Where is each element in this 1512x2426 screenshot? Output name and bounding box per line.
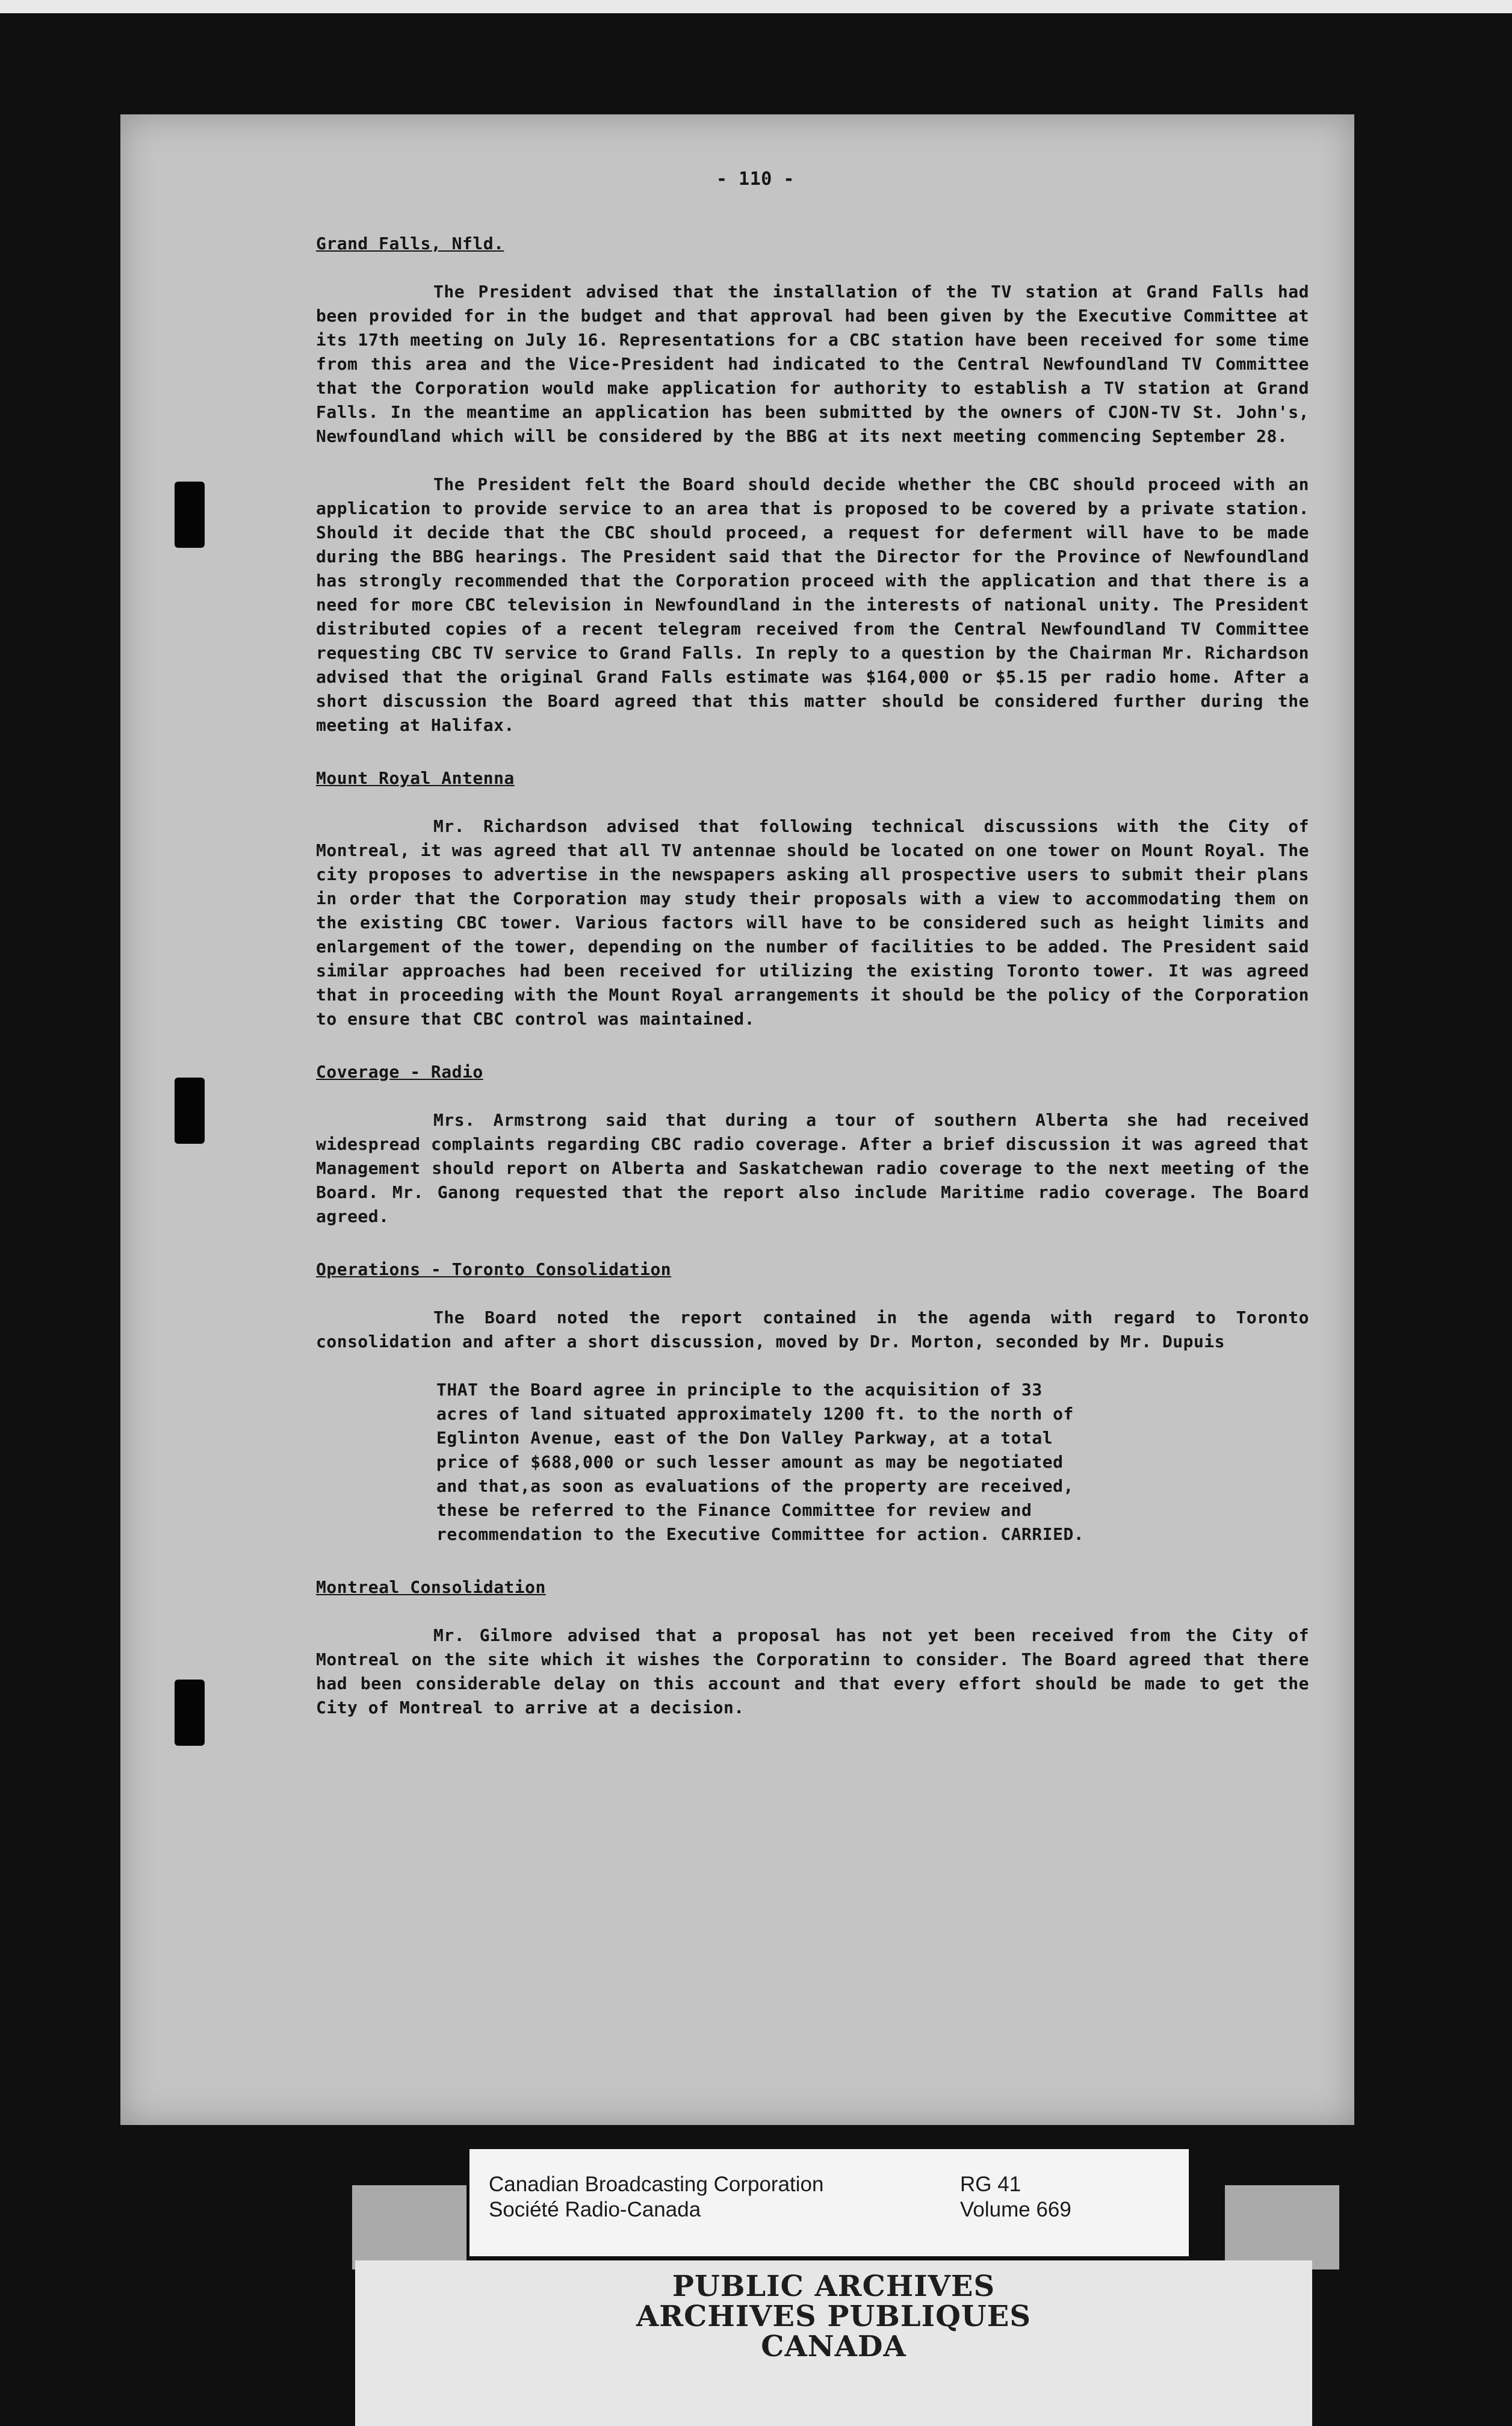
stamp-line: PUBLIC ARCHIVES xyxy=(672,2269,996,2303)
label-organization xyxy=(489,2172,823,2223)
paragraph: Mr. Richardson advised that following technical discussions with the City of Montreal, it was agreed that all TV antennae should be located on one tower on Mount Royal. The city proposes to advertise in the newspapers asking all prospective users to submit their plans in order that the Corporation may study their proposals with a view to accommodating them on the existing CBC tower. Various factors will have to be considered such as height limits and enlargement of the tower, depending on the number of facilities to be added. The President said similar approaches had been received for utilizing the existing Toronto tower. It was agreed that in proceeding with the Mount Royal arrangements it should be the policy of the Corporation to ensure that CBC control was maintained. xyxy=(316,816,1309,1029)
stamp-line: ARCHIVES PUBLIQUES xyxy=(636,2300,1031,2333)
page-content xyxy=(184,169,1327,1749)
label-reference xyxy=(960,2172,1071,2223)
film-edge xyxy=(0,0,1512,13)
section-coverage-radio xyxy=(184,1060,1327,1229)
org-name-fr: Société Radio-Canada xyxy=(489,2198,701,2221)
archive-label xyxy=(469,2149,1189,2256)
section-heading: Mount Royal Antenna xyxy=(316,768,515,788)
paragraph: Mr. Gilmore advised that a proposal has not yet been received from the City of Montreal on the site which it wishes the Corporatinn to consider. The Board agreed that there had been considerable delay on this account and that every effort should be made to get the City of Montreal to arrive at a decision. xyxy=(316,1625,1309,1717)
org-name-en: Canadian Broadcasting Corporation xyxy=(489,2173,824,2196)
section-grand-falls xyxy=(184,232,1327,737)
section-heading: Coverage - Radio xyxy=(316,1062,483,1082)
section-heading: Montreal Consolidation xyxy=(316,1577,546,1597)
label-mount-left xyxy=(352,2185,466,2269)
stamp-line: CANADA xyxy=(761,2330,906,2363)
section-heading: Operations - Toronto Consolidation xyxy=(316,1259,672,1279)
section-heading: Grand Falls, Nfld. xyxy=(316,234,504,253)
section-toronto-consolidation xyxy=(184,1258,1327,1546)
archive-stamp xyxy=(355,2260,1312,2426)
label-mount-right xyxy=(1225,2185,1339,2269)
page-number: - 110 - xyxy=(716,169,795,190)
volume-number: Volume 669 xyxy=(960,2198,1071,2221)
record-group: RG 41 xyxy=(960,2173,1021,2196)
section-mount-royal-antenna xyxy=(184,766,1327,1031)
motion-text: THAT the Board agree in principle to the acquisition of 33 acres of land situated approximately 1200 ft. to the north of Eglinton Avenue, east of the Don Valley Parkway, at a total price of $688,000 or such lesser amount as may be negotiated and that,as soon as evaluations of the property are received, these be referred to the Finance Committee for review and recommendation to the Executive Committee for action. CARRIED. xyxy=(436,1380,1085,1544)
paragraph: The President felt the Board should decide whether the CBC should proceed with an application to provide service to an area that is proposed to be covered by a private station. Should it decide that the CBC should proceed, a request for deferment will have to be made during the BBG hearings. The President said that the Director for the Province of Newfoundland has strongly recommended that the Corporation proceed with the application and that there is a need for more CBC television in Newfoundland in the interests of national unity. The President distributed copies of a recent telegram received from the Central Newfoundland TV Committee requesting CBC TV service to Grand Falls. In reply to a question by the Chairman Mr. Richardson advised that the original Grand Falls estimate was $164,000 or $5.15 per radio home. After a short discussion the Board agreed that this matter should be considered further during the meeting at Halifax. xyxy=(316,474,1309,735)
paragraph: Mrs. Armstrong said that during a tour of southern Alberta she had received widespread complaints regarding CBC radio coverage. After a brief discussion it was agreed that Management should report on Alberta and Saskatchewan radio coverage to the next meeting of the Board. Mr. Ganong requested that the report also include Maritime radio coverage. The Board agreed. xyxy=(316,1110,1309,1226)
paragraph: The Board noted the report contained in the agenda with regard to Toronto consolidation and after a short discussion, moved by Dr. Morton, seconded by Mr. Dupuis xyxy=(316,1308,1309,1351)
stamp-text xyxy=(355,2271,1312,2362)
section-montreal-consolidation xyxy=(184,1575,1327,1720)
paragraph: The President advised that the installation of the TV station at Grand Falls had been provided for in the budget and that approval had been given by the Executive Committee at its 17th meeting on July 16. Representations for a CBC station have been received for some time from this area and the Vice-President had indicated to the Central Newfoundland TV Committee that the Corporation would make application for authority to establish a TV station at Grand Falls. In the meantime an application has been submitted by the owners of CJON-TV St. John's, Newfoundland which will be considered by the BBG at its next meeting commencing September 28. xyxy=(316,282,1309,446)
